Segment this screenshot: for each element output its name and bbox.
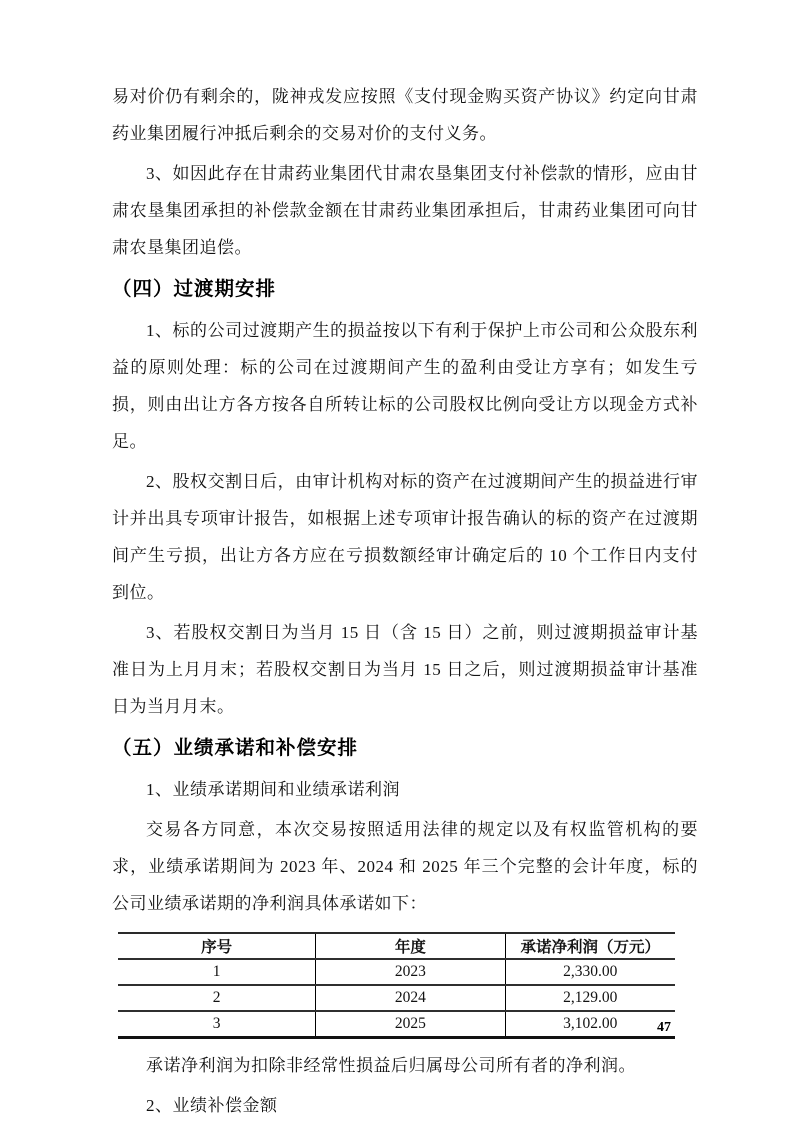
section-5-sub-item-1: 1、业绩承诺期间和业绩承诺利润 [146,780,400,799]
section-5-sub-item-2: 2、业绩补偿金额 [146,1096,278,1115]
section-4-paragraph-2: 2、股权交割日后，由审计机构对标的资产在过渡期间产生的损益进行审计并出具专项审计报告，如根据上述专项审计报告确认的标的资产在过渡期间产生亏损，出让方各方应在亏损数额经审计确定后的 10 个工作日内支付到位。 [112,472,698,602]
table-header-row [118,933,675,959]
table-row [118,985,675,1011]
section-4-paragraph-3: 3、若股权交割日为当月 15 日（含 15 日）之前，则过渡期损益审计基准日为上月月末；若股权交割日为当月 15 日之后，则过渡期损益审计基准日为当月月末。 [112,623,698,716]
cell-profit: 2,330.00 [505,959,675,985]
cell-year: 2023 [316,959,505,985]
paragraph-3: 3、如因此存在甘肃药业集团代甘肃农垦集团支付补偿款的情形，应由甘肃农垦集团承担的补偿款金额在甘肃药业集团承担后，甘肃药业集团可向甘肃农垦集团追偿。 [112,164,698,257]
header-promised-net-profit: 承诺净利润（万元） [505,933,675,959]
cell-sequence: 2 [118,985,316,1011]
cell-profit: 2,129.00 [505,985,675,1011]
table-note: 承诺净利润为扣除非经常性损益后归属母公司所有者的净利润。 [146,1056,636,1075]
continued-paragraph: 易对价仍有剩余的，陇神戎发应按照《支付现金购买资产协议》约定向甘肃药业集团履行冲抵后剩余的交易对价的支付义务。 [112,87,698,143]
profit-commitment-table [118,932,675,1039]
cell-profit: 3,102.00 [505,1011,675,1038]
cell-year: 2024 [316,985,505,1011]
header-year: 年度 [316,933,505,959]
cell-sequence: 1 [118,959,316,985]
section-4-heading: （四）过渡期安排 [112,278,277,300]
section-5-heading: （五）业绩承诺和补偿安排 [112,737,359,759]
header-sequence: 序号 [118,933,316,959]
cell-year: 2025 [316,1011,505,1038]
section-5-intro-paragraph: 交易各方同意，本次交易按照适用法律的规定以及有权监管机构的要求，业绩承诺期间为 2023 年、2024 和 2025 年三个完整的会计年度，标的公司业绩承诺期的净利润具体承诺如下： [112,820,698,913]
cell-sequence: 3 [212,1015,221,1032]
table-row [118,959,675,985]
page-number: 47 [657,1020,671,1035]
table-row [118,1011,675,1038]
section-4-paragraph-1: 1、标的公司过渡期产生的损益按以下有利于保护上市公司和公众股东利益的原则处理：标的公司在过渡期间产生的盈利由受让方享有；如发生亏损，则由出让方各方按各自所转让标的公司股权比例向受让方以现金方式补足。 [112,321,698,451]
